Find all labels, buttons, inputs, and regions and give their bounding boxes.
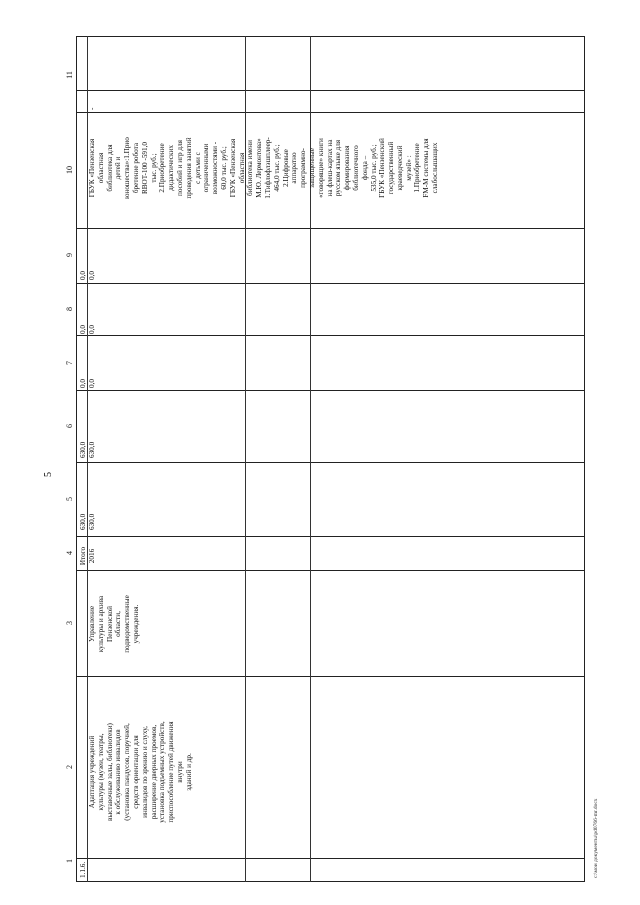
result-description: ГБУК «Пензенская областная библиотека для детей и юношества»:1.Прио бретение робота RBOT-100 -591,0 тыс. руб.; 2.Приобретение дидактических пособий и игр для проведения занятий с детьми с ограниченными возможностями - 60,0 тыс. руб.; ГБУК «Пензенская областная библиотека имени М.Ю. Лермонтова» 1.Тифлофлэшплеер- 464,0 тыс. руб.; 2.Цифровые аппаратно программно- защищенные «говорящие» книги на флеш-картах на русском языке для формирования библиотечного фонда – 535,0 тыс. руб.; ГБУК «Пензенский государственный краеведческий музей» : 1.Приобретение FM-М системы для слабослышащих	[88, 137, 440, 199]
row-separator-5	[76, 335, 585, 336]
col9-value: 0,0	[88, 271, 96, 280]
row-separator-9	[76, 570, 585, 571]
year-total-label: Итого	[79, 546, 87, 566]
col6-value: 630,0	[88, 441, 96, 458]
row-separator-11	[76, 858, 585, 859]
page-number: 5	[43, 472, 54, 477]
header-number-2: 2	[65, 765, 74, 769]
header-number-8: 8	[65, 307, 74, 311]
executor: Управление культуры и архива Пензенской области, подведомственные учреждения.	[88, 595, 140, 653]
row-separator-7	[76, 462, 585, 463]
col7-total: 0,0	[79, 379, 87, 388]
header-number-7: 7	[65, 361, 74, 365]
row-separator-10	[76, 676, 585, 677]
row-separator-8	[76, 536, 585, 537]
header-number-1: 1	[65, 859, 74, 863]
header-number-6: 6	[65, 424, 74, 428]
row-separator-3	[76, 228, 585, 229]
col6-total: 630,0	[79, 441, 87, 458]
footer-file-path: c:\мои документы\pd0766-mr.docx	[593, 798, 599, 878]
col8-value: 0,0	[88, 325, 96, 334]
row-code: 1.1.6.	[79, 861, 87, 878]
header-number-10: 10	[65, 166, 74, 174]
header-number-11: 11	[65, 71, 74, 79]
col8-total: 0,0	[79, 325, 87, 334]
row-separator-4	[76, 283, 585, 284]
row-separator-6	[76, 390, 585, 391]
col7-value: 0,0	[88, 379, 96, 388]
measure-description: Адаптация учреждений культуры (музеи, театры, выставочные залы, библиотеки) к обслуживанию инвалидов (установка пандусов, поручней, средств ориентации для инвалидов по зрению и слуху, расширение дверных проемов, установка подъемных устройств, приспособление путей движения внутри зданий и др.	[88, 721, 193, 823]
year-value: 2016	[88, 548, 96, 564]
header-number-3: 3	[65, 621, 74, 625]
col9-total: 0,0	[79, 271, 87, 280]
header-number-9: 9	[65, 253, 74, 257]
col11-value: -	[88, 107, 96, 110]
row-separator-1	[76, 90, 585, 91]
header-number-4: 4	[65, 551, 74, 555]
col5-value: 630,0	[88, 513, 96, 530]
col5-total: 630,0	[79, 513, 87, 530]
header-number-5: 5	[65, 497, 74, 501]
